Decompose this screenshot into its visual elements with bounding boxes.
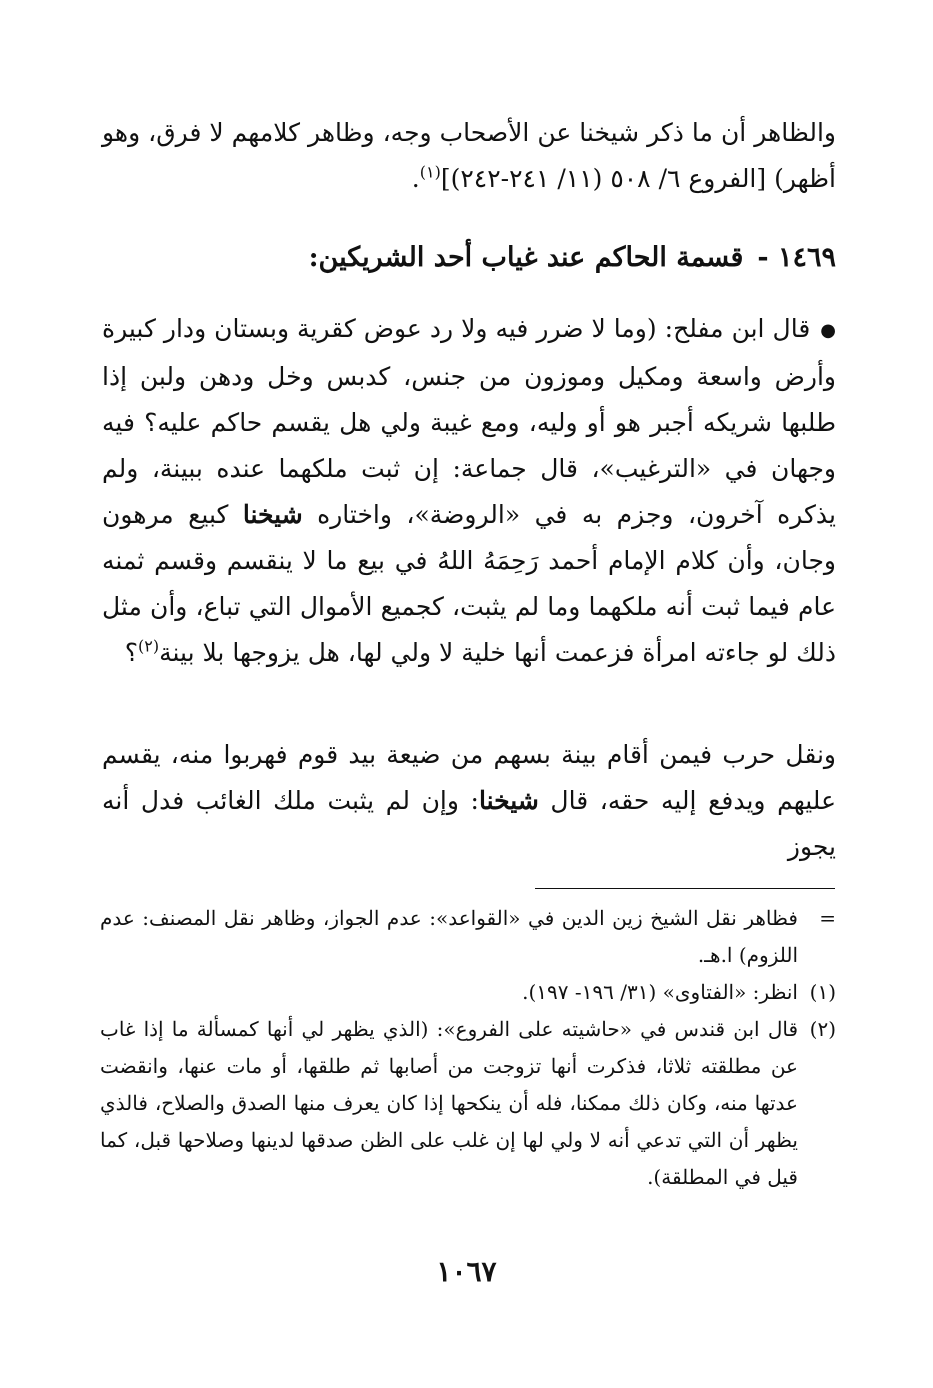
continuation-text: والظاهر أن ما ذكر شيخنا عن الأصحاب وجه، وظاهر كلامهم لا فرق، وهو أظهر) [الفروع ٦/ ٥٠٨ (١١/ ٢٤١-٢٤٢)]	[102, 118, 836, 193]
footnote-continuation	[100, 900, 836, 974]
section-title: قسمة الحاكم عند غياب أحد الشريكين:	[308, 242, 744, 273]
paragraph-harb	[102, 732, 836, 870]
bold-shaykhuna-2: شيخنا	[478, 786, 539, 815]
footnote-text: قال ابن قندس في «حاشيته على الفروع»: (الذي يظهر لي أنها كمسألة ما إذا غاب عن مطلقته ثلاثا، فذكرت أنها تزوجت من أصابها ثم طلقها، أو مات عنها، وانقضت عدتها منه، وكان ذلك ممكنا، فله أن ينكحها إذا كان يعرف منها الصدق والصلاح، فالذي يظهر أن التي تدعي أنه لا ولي لها إن غلب على الظن صدقها لدينها وصلاحها قبل، كما قيل في المطلقة).	[100, 1017, 798, 1189]
section-number: ١٤٦٩ -	[757, 242, 836, 273]
footnote-ref-2[interactable]: (٢)	[138, 636, 160, 656]
paragraph-2-text: ونقل حرب فيمن أقام بينة بسهم من ضيعة بيد قوم فهربوا منه، يقسم عليهم ويدفع إليه حقه، قال	[102, 740, 836, 815]
bold-shaykhuna-1: شيخنا	[242, 499, 303, 529]
paragraph-1-end: ؟	[124, 637, 139, 667]
page-number: ١٠٦٧	[436, 1255, 497, 1288]
footnote-separator	[535, 888, 835, 889]
footnote-ref-1[interactable]: (١)	[419, 162, 441, 182]
bullet-icon: ●	[820, 319, 836, 341]
footnote-text: فظاهر نقل الشيخ زين الدين في «القواعد»: عدم الجواز، وظاهر نقل المصنف: عدم اللزوم) ا.هـ.	[100, 906, 798, 967]
paragraph-1-text-after: كبيع مرهون وجان، وأن كلام الإمام أحمد رَحِمَهُ اللهُ في بيع ما لا ينقسم وقسم ثمنه عام فيما ثبت أنه ملكهما وما لم يثبت، كجميع الأموال التي تباع، وأن مثل ذلك لو جاءته امرأة فزعمت أنها خلية لا ولي لها، هل يزوجها بلا بينة	[102, 499, 836, 667]
footnote-marker: (١)	[809, 980, 836, 1004]
footnote-1	[100, 974, 836, 1011]
footnote-text: انظر: «الفتاوى» (٣١/ ١٩٦- ١٩٧).	[522, 980, 798, 1004]
footnote-marker: =	[819, 906, 836, 930]
continuation-end: .	[411, 164, 420, 193]
section-heading	[102, 238, 836, 278]
footnote-marker: (٢)	[809, 1017, 836, 1041]
paragraph-ibn-muflih	[102, 306, 836, 676]
paragraph-2-text-after: : وإن لم يثبت ملك الغائب فدل أنه يجوز	[102, 786, 836, 861]
footnotes-section	[100, 900, 836, 1196]
paragraph-1-text: قال ابن مفلح: (وما لا ضرر فيه ولا رد عوض كقرية وبستان ودار كبيرة وأرض واسعة ومكيل وموزون من جنس، كدبس وخل ودهن ولبن إذا طلبها شريكه أجبر هو أو وليه، ومع غيبة ولي هل يقسم حاكم عليه؟ فيه وجهان في «الترغيب»، قال جماعة: إن ثبت ملكهما عنده ببينة، ولم يذكره آخرون، وجزم به في «الروضة»، واختاره	[102, 314, 836, 529]
footnote-2	[100, 1011, 836, 1196]
continuation-paragraph	[102, 110, 836, 202]
